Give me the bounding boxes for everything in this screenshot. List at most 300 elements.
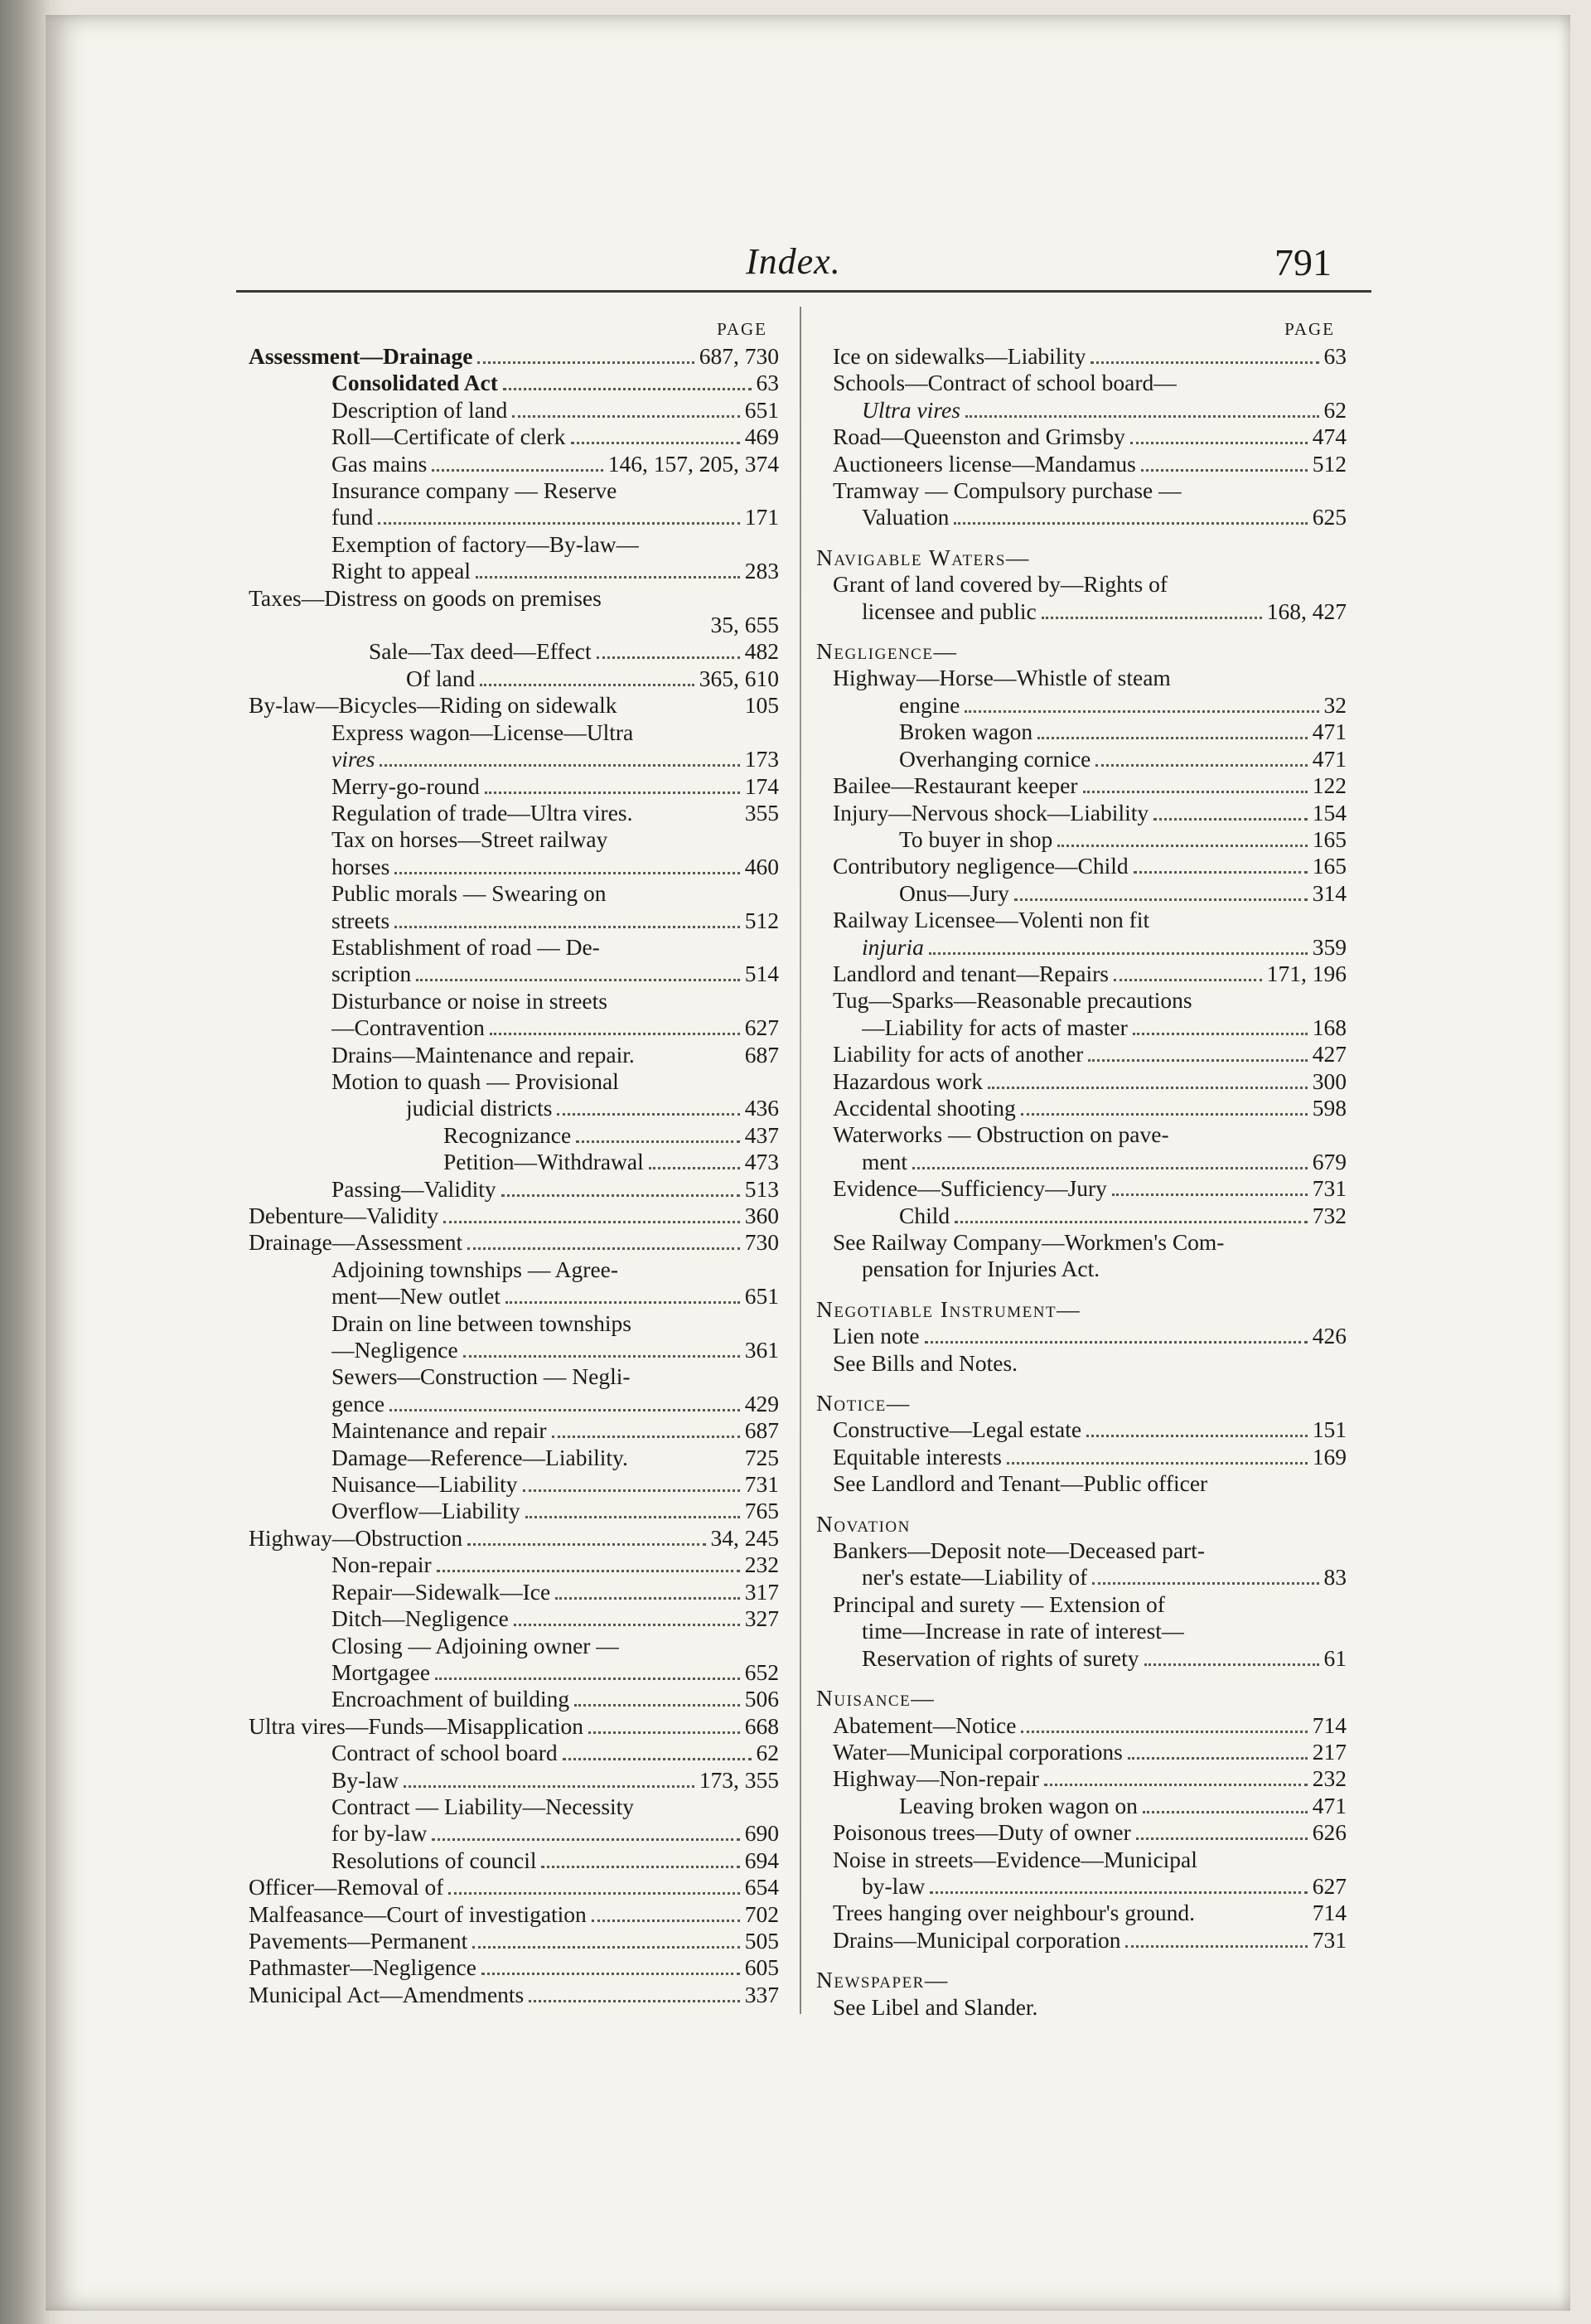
entry-page-ref: 83 [1323, 1564, 1347, 1590]
index-entry [249, 1498, 779, 1524]
index-entry [816, 1927, 1347, 1954]
leader-dots [467, 1247, 740, 1250]
entry-page-ref: 173 [744, 746, 779, 772]
entry-text: Taxes—Distress on goods on premises [249, 584, 602, 611]
header-rule [236, 290, 1371, 293]
entry-page-ref: 687, 730 [699, 343, 779, 369]
index-entries-left [249, 343, 779, 2008]
leader-dots [557, 1113, 739, 1116]
leader-dots [448, 1892, 739, 1895]
leader-dots [1044, 1784, 1308, 1786]
index-entry [816, 1444, 1347, 1470]
entry-text: Negligence— [816, 638, 958, 665]
entry-page-ref: 151 [1312, 1416, 1347, 1443]
entry-page-ref: 105 [744, 692, 779, 719]
leader-dots [965, 710, 1318, 713]
entry-page-ref: 687 [744, 1417, 779, 1444]
leader-dots [1128, 1757, 1308, 1760]
entry-page-ref: 171 [744, 504, 779, 530]
entry-text: Damage—Reference—Liability. [331, 1444, 628, 1470]
entry-text: Express wagon—License—Ultra [331, 719, 634, 745]
index-entry [249, 612, 779, 638]
entry-text: Motion to quash — Provisional [331, 1068, 619, 1094]
entry-page-ref: 168 [1312, 1014, 1347, 1040]
entry-page-ref: 732 [1312, 1202, 1347, 1228]
entry-page-ref: 506 [744, 1686, 779, 1712]
index-entry [249, 880, 779, 907]
leader-dots [1088, 1059, 1307, 1062]
leader-dots [552, 1436, 740, 1438]
entry-page-ref: 679 [1312, 1148, 1347, 1174]
index-entry [816, 1323, 1347, 1349]
leader-dots [571, 442, 740, 444]
leader-dots [1057, 845, 1308, 847]
entry-page-ref: 361 [744, 1337, 779, 1363]
entry-text: Right to appeal [331, 558, 471, 584]
index-entry [816, 1618, 1347, 1644]
entry-text: Newspaper— [816, 1967, 949, 1993]
index-entry [816, 826, 1347, 853]
entry-text: Pavements—Permanent [249, 1927, 468, 1954]
index-entry [816, 1175, 1347, 1202]
index-entry [249, 1552, 779, 1578]
page-number: 791 [1274, 241, 1332, 283]
entry-page-ref: 122 [1312, 772, 1347, 799]
entry-text: Pathmaster—Negligence [249, 1954, 476, 1981]
entry-text: by-law [862, 1872, 926, 1899]
entry-page-ref: 165 [1312, 826, 1347, 852]
index-entry [249, 1767, 779, 1794]
entry-page-ref: 731 [744, 1471, 779, 1498]
entry-text: Hazardous work [833, 1068, 983, 1094]
index-entry [816, 571, 1347, 598]
entry-text: fund [331, 504, 374, 530]
entry-text: Equitable interests [833, 1443, 1002, 1469]
entry-text: Nuisance—Liability [331, 1471, 518, 1498]
index-entry [816, 1564, 1347, 1590]
entry-page-ref: 436 [744, 1095, 779, 1121]
leader-dots [432, 1838, 739, 1841]
entry-text: To buyer in shop [899, 826, 1053, 852]
index-entry [816, 987, 1347, 1014]
leader-dots [505, 1301, 740, 1304]
index-entry [249, 1337, 779, 1363]
entry-text: Of land [406, 665, 476, 691]
entry-text: Evidence—Sufficiency—Jury [833, 1175, 1107, 1202]
entry-page-ref: 63 [756, 370, 779, 396]
entry-page-ref: 154 [1312, 799, 1347, 826]
index-entry [249, 934, 779, 961]
entry-page-ref: 471 [1312, 745, 1347, 772]
entry-page-ref: 217 [1312, 1738, 1347, 1765]
leader-dots [490, 1033, 740, 1035]
index-entry [816, 1041, 1347, 1068]
entry-page-ref: 327 [744, 1605, 779, 1632]
index-entry [816, 853, 1347, 879]
leader-dots [1086, 1435, 1308, 1437]
index-entry [249, 692, 779, 719]
index-entry [816, 1416, 1347, 1443]
leader-dots [649, 1167, 740, 1169]
entry-page-ref: 317 [744, 1578, 779, 1605]
entry-text: Assessment—Drainage [249, 343, 473, 369]
index-entry [816, 1095, 1347, 1121]
entry-text: Public morals — Swearing on [331, 880, 607, 907]
index-entry [249, 1686, 779, 1712]
entry-text: scription [331, 961, 412, 987]
entry-text: Repair—Sidewalk—Ice [331, 1578, 551, 1605]
index-heading [816, 1511, 1347, 1537]
leader-dots [485, 792, 740, 794]
index-entry [249, 1928, 779, 1954]
entry-text: Contributory negligence—Child [833, 853, 1129, 879]
entry-text: Highway—Obstruction [249, 1524, 463, 1551]
entry-page-ref: 694 [744, 1847, 779, 1873]
leader-dots [563, 1758, 752, 1760]
entry-text: Reservation of rights of surety [862, 1644, 1139, 1671]
index-entry [816, 1470, 1347, 1497]
index-heading [816, 638, 1347, 665]
entry-text: Adjoining townships — Agree- [331, 1256, 619, 1282]
entry-text: Lien note [833, 1323, 920, 1349]
entry-text: Auctioneers license—Mandamus [833, 450, 1136, 477]
entry-text: Drainage—Assessment [249, 1229, 463, 1256]
entry-text: vires [331, 746, 375, 772]
entry-page-ref: 482 [744, 638, 779, 665]
entry-text: Ice on sidewalks—Liability [833, 343, 1086, 369]
leader-dots [1130, 442, 1308, 444]
index-heading [816, 1390, 1347, 1416]
entry-text: ner's estate—Liability of [862, 1564, 1088, 1590]
entry-text: Overflow—Liability [331, 1498, 520, 1524]
leader-dots [435, 1678, 740, 1680]
entry-text: Insurance company — Reserve [331, 477, 617, 504]
entry-text: Gas mains [331, 450, 428, 477]
entry-page-ref: 731 [1312, 1175, 1347, 1202]
index-entry [816, 692, 1347, 719]
entry-page-ref: 627 [1312, 1872, 1347, 1899]
index-entry [249, 1659, 779, 1686]
index-entry [249, 1417, 779, 1444]
index-entry [816, 1068, 1347, 1095]
entry-page-ref: 651 [744, 1283, 779, 1310]
leader-dots [467, 1543, 705, 1546]
index-entry [249, 1310, 779, 1337]
entry-text: Non-repair [331, 1552, 432, 1578]
entry-text: Noise in streets—Evidence—Municipal [833, 1846, 1197, 1872]
index-entry [816, 397, 1347, 424]
entry-text: Leaving broken wagon on [899, 1792, 1138, 1818]
index-entry [249, 1283, 779, 1310]
index-entry [249, 826, 779, 853]
entry-page-ref: 173, 355 [699, 1766, 779, 1793]
index-entries-right [816, 343, 1347, 2021]
entry-page-ref: 34, 245 [710, 1524, 779, 1551]
index-entry [249, 1363, 779, 1390]
entry-text: Navigable Waters— [816, 544, 1030, 570]
entry-page-ref: 512 [744, 907, 779, 933]
index-heading [816, 1685, 1347, 1712]
index-entry [249, 1740, 779, 1766]
index-entry [249, 1122, 779, 1149]
entry-page-ref: 32 [1323, 691, 1347, 718]
entry-text: Contract — Liability—Necessity [331, 1793, 635, 1819]
entry-page-ref: 725 [744, 1444, 779, 1470]
index-entry [816, 934, 1347, 961]
leader-dots [1021, 1731, 1307, 1733]
entry-page-ref: 62 [1323, 396, 1347, 423]
index-entry [249, 424, 779, 450]
index-entry [249, 1445, 779, 1471]
index-entry [249, 451, 779, 477]
entry-text: Constructive—Legal estate [833, 1416, 1082, 1443]
index-entry [249, 908, 779, 934]
leader-dots [574, 1704, 740, 1707]
leader-dots [1021, 1113, 1308, 1116]
index-entry [249, 1713, 779, 1740]
leader-dots [525, 1516, 740, 1518]
index-column-left [249, 315, 779, 2008]
leader-dots [481, 1973, 740, 1975]
index-entry [249, 1149, 779, 1175]
entry-page-ref: 314 [1312, 879, 1347, 906]
entry-text: Highway—Non-repair [833, 1765, 1039, 1792]
entry-text: time—Increase in rate of interest— [862, 1618, 1185, 1644]
entry-text: See Railway Company—Workmen's Com- [833, 1229, 1225, 1255]
leader-dots [988, 1087, 1308, 1089]
entry-text: Ultra vires [862, 396, 960, 423]
entry-text: Water—Municipal corporations [833, 1738, 1123, 1765]
leader-dots [378, 522, 739, 525]
index-entry [249, 1633, 779, 1659]
entry-page-ref: 505 [744, 1927, 779, 1954]
leader-dots [501, 1194, 740, 1197]
index-entry [816, 1350, 1347, 1377]
leader-dots [1134, 871, 1308, 874]
entry-page-ref: 687 [744, 1041, 779, 1068]
index-entry [249, 1068, 779, 1095]
entry-text: judicial districts [406, 1095, 553, 1121]
leader-dots [597, 656, 740, 659]
index-entry [816, 1203, 1347, 1229]
index-entry [816, 800, 1347, 826]
entry-page-ref: 300 [1312, 1068, 1347, 1094]
index-entry [249, 1256, 779, 1283]
index-entry [816, 1819, 1347, 1846]
index-entry [249, 1471, 779, 1498]
index-entry [816, 1739, 1347, 1765]
leader-dots [1112, 1193, 1308, 1196]
leader-dots [432, 469, 602, 472]
entry-page-ref: 469 [744, 424, 779, 450]
entry-text: Regulation of trade—Ultra vires. [331, 799, 633, 826]
entry-page-ref: 654 [744, 1874, 779, 1900]
entry-text: —Liability for acts of master [862, 1014, 1128, 1040]
entry-text: By-law [331, 1766, 399, 1793]
index-column-right [816, 315, 1347, 2021]
entry-text: Valuation [862, 504, 950, 530]
entry-text: See Libel and Slander. [833, 1993, 1038, 2020]
leader-dots [576, 1140, 740, 1143]
index-heading [816, 1967, 1347, 1993]
index-entry [816, 907, 1347, 933]
index-entry [816, 343, 1347, 370]
leader-dots [437, 1570, 740, 1572]
page-column-label: PAGE [1284, 319, 1335, 339]
entry-text: injuria [862, 933, 924, 960]
leader-dots [925, 1341, 1308, 1344]
leader-dots [1125, 1945, 1307, 1948]
entry-page-ref: 337 [744, 1981, 779, 2007]
index-entry [816, 665, 1347, 691]
index-entry [249, 343, 779, 370]
entry-text: Ultra vires—Funds—Misapplication [249, 1712, 584, 1739]
leader-dots [541, 1866, 739, 1868]
leader-dots [1133, 1033, 1308, 1035]
entry-page-ref: 626 [1312, 1819, 1347, 1846]
index-entry [249, 746, 779, 772]
leader-dots [394, 872, 739, 874]
leader-dots [1042, 617, 1262, 619]
index-entry [816, 1994, 1347, 2021]
entry-text: Grant of land covered by—Rights of [833, 571, 1168, 598]
entry-text: —Contravention [331, 1014, 485, 1041]
entry-text: horses [331, 853, 390, 879]
entry-page-ref: 598 [1312, 1094, 1347, 1121]
index-entry [816, 1256, 1347, 1282]
leader-dots [555, 1597, 740, 1600]
index-entry [249, 1525, 779, 1552]
index-entry [816, 1645, 1347, 1672]
entry-page-ref: 731 [1312, 1926, 1347, 1953]
entry-page-ref: 62 [756, 1740, 779, 1766]
entry-page-ref: 427 [1312, 1041, 1347, 1068]
leader-dots [592, 1920, 740, 1922]
entry-page-ref: 471 [1312, 1792, 1347, 1818]
entry-page-ref: 165 [1312, 853, 1347, 879]
entry-text: Overhanging cornice [899, 745, 1091, 772]
page-header [0, 232, 1591, 298]
entry-page-ref: 473 [744, 1149, 779, 1175]
leader-dots [1141, 469, 1308, 472]
leader-dots [514, 1624, 740, 1626]
entry-page-ref: 429 [744, 1390, 779, 1416]
index-entry [816, 451, 1347, 477]
entry-text: Roll—Certificate of clerk [331, 424, 566, 450]
entry-page-ref: 169 [1312, 1443, 1347, 1469]
entry-text: Road—Queenston and Grimsby [833, 424, 1125, 450]
entry-text: Encroachment of building [331, 1686, 570, 1712]
entry-page-ref: 471 [1312, 719, 1347, 745]
entry-text: Merry-go-round [331, 772, 480, 799]
index-entry [249, 1820, 779, 1847]
entry-text: Broken wagon [899, 719, 1033, 745]
index-entry [816, 1149, 1347, 1175]
entry-page-ref: 605 [744, 1954, 779, 1981]
index-entry [816, 1712, 1347, 1739]
entry-text: Onus—Jury [899, 879, 1009, 906]
leader-dots [1014, 898, 1308, 901]
leader-dots [443, 1221, 740, 1223]
entry-text: See Bills and Notes. [833, 1349, 1018, 1376]
entry-page-ref: 474 [1312, 424, 1347, 450]
entry-text: Abatement—Notice [833, 1712, 1017, 1738]
entry-page-ref: 730 [744, 1229, 779, 1256]
leader-dots [954, 522, 1307, 525]
entry-text: Consolidated Act [331, 370, 498, 396]
index-entry [249, 1901, 779, 1928]
index-entry [249, 1982, 779, 2008]
entry-text: Tax on horses—Street railway [331, 826, 608, 853]
entry-text: Poisonous trees—Duty of owner [833, 1819, 1131, 1846]
entry-text: Contract of school board [331, 1740, 558, 1766]
entry-text: Ditch—Negligence [331, 1605, 509, 1632]
entry-text: Tramway — Compulsory purchase — [833, 477, 1182, 504]
entry-page-ref: 359 [1312, 933, 1347, 960]
index-heading [816, 545, 1347, 571]
index-entry [249, 1605, 779, 1632]
entry-text: Accidental shooting [833, 1094, 1016, 1121]
index-entry [249, 854, 779, 880]
entry-text: Nuisance— [816, 1685, 936, 1712]
entry-page-ref: 283 [744, 558, 779, 584]
index-entry [249, 1014, 779, 1041]
index-entry [249, 1229, 779, 1256]
index-entry [249, 1579, 779, 1605]
leader-dots [588, 1731, 740, 1734]
index-entry [816, 370, 1347, 396]
entry-text: Notice— [816, 1390, 911, 1416]
index-entry [816, 598, 1347, 625]
entry-page-ref: 651 [744, 396, 779, 423]
leader-dots [472, 1946, 740, 1949]
entry-text: Drains—Maintenance and repair. [331, 1041, 635, 1068]
index-entry [816, 1873, 1347, 1900]
index-entry [249, 1954, 779, 1981]
leader-dots [1037, 737, 1308, 739]
index-entry [816, 880, 1347, 907]
leader-dots [930, 1891, 1307, 1894]
leader-dots [476, 576, 740, 579]
index-entry [249, 558, 779, 584]
index-entry [249, 1176, 779, 1203]
entry-text: See Landlord and Tenant—Public officer [833, 1470, 1208, 1497]
entry-text: Maintenance and repair [331, 1417, 547, 1444]
running-title: Index. [746, 241, 841, 282]
entry-page-ref: 355 [744, 799, 779, 826]
leader-dots [380, 764, 739, 767]
index-entry [816, 477, 1347, 504]
leader-dots [477, 361, 694, 364]
index-entry [249, 1874, 779, 1900]
leader-dots [1090, 361, 1318, 364]
entry-text: Exemption of factory—By-law— [331, 530, 640, 557]
index-entry [249, 1042, 779, 1068]
leader-dots [389, 1409, 740, 1411]
leader-dots [1007, 1462, 1308, 1465]
leader-dots [1083, 791, 1308, 793]
index-entry [816, 1229, 1347, 1256]
entry-page-ref: 63 [1323, 343, 1347, 369]
index-entry [816, 1765, 1347, 1792]
leader-dots [512, 415, 739, 418]
entry-page-ref: 690 [744, 1820, 779, 1847]
entry-text: Establishment of road — De- [331, 933, 600, 960]
entry-page-ref: 365, 610 [699, 665, 779, 691]
entry-page-ref: 232 [744, 1552, 779, 1578]
index-entry [249, 1391, 779, 1417]
entry-text: Petition—Withdrawal [443, 1149, 644, 1175]
